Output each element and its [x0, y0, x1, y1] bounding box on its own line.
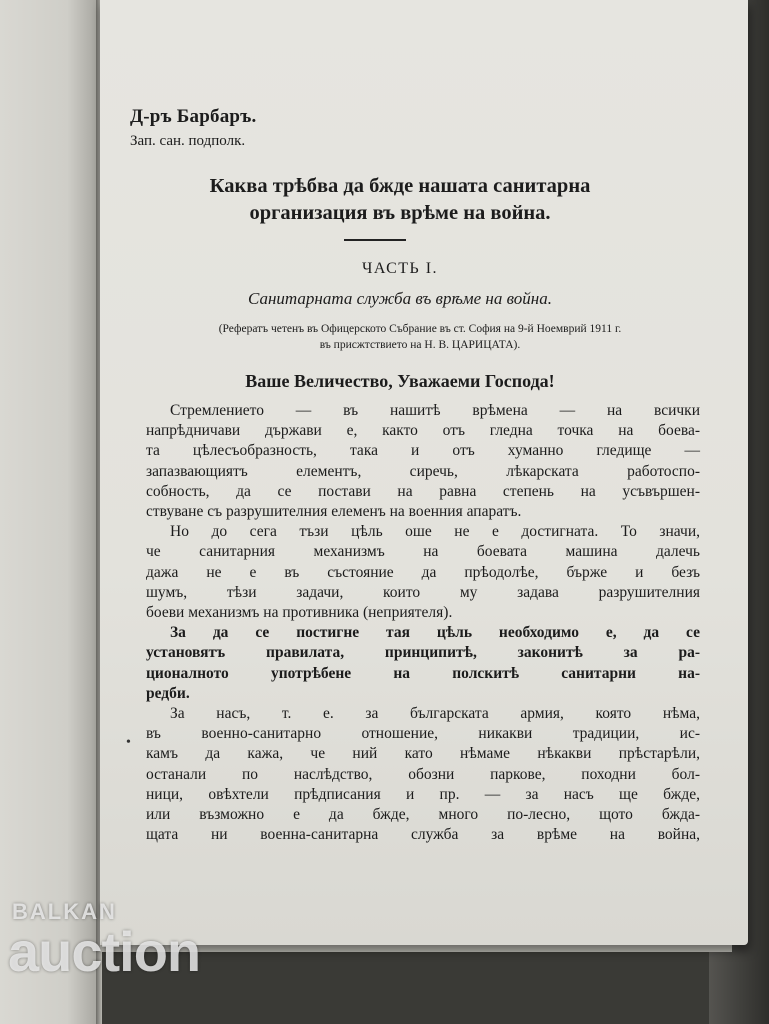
body-line: собность, да се постави на равна степень на усъвършен-: [146, 482, 700, 500]
left-page: [0, 0, 96, 1024]
body-line: щата ни военна-санитарна служба за врѣме на война,: [146, 826, 700, 844]
page-title: [100, 173, 700, 227]
author-rank: Зап. сан. подполк.: [130, 133, 246, 149]
title-line-2: организация въ врѣме на война.: [249, 202, 551, 224]
body-line: За насъ, т. е. за българската армия, която нѣма,: [170, 705, 700, 723]
part-heading: ЧАСТЬ I.: [361, 260, 439, 277]
title-line-1: Каква трѣбва да бжде нашата санитарна: [209, 175, 591, 197]
title-divider: [344, 239, 406, 241]
watermark-logo: [8, 899, 201, 983]
book-page: [100, 0, 748, 945]
body-line: останали по наслѣдство, обозни паркове, походни бол-: [146, 765, 700, 783]
note-line-1: (Рефератъ четенъ въ Офицерското Събрание въ ст. София на 9-й Ноемврий 1911 г.: [218, 323, 622, 335]
greeting-heading: Ваше Величество, Уважаеми Господа!: [245, 371, 555, 391]
lecture-note: [125, 321, 715, 353]
body-line: дажа не е въ състояние да прѣодолѣе, бърже и безъ: [146, 563, 700, 581]
body-line: напрѣдничави държави е, както отъ гледна точка на боева-: [146, 422, 700, 440]
body-line: запазвающиятъ елементъ, сиречь, лѣкарската работоспо-: [146, 462, 700, 480]
body-line: шумъ, тѣзи задачи, които му задава разрушителния: [146, 583, 700, 601]
author-name: Д-ръ Барбаръ.: [130, 106, 257, 127]
body-line: ствуване съ разрушителния елеменъ на военния апаратъ.: [146, 503, 522, 521]
body-line: че санитарния механизмъ на боевата машина далечь: [146, 543, 700, 561]
body-text: [146, 401, 700, 845]
body-line: боеви механизмъ на противника (неприятеля).: [146, 604, 453, 622]
watermark-top: BALKAN: [12, 899, 117, 924]
body-line: та цѣлесъобразность, така и отъ хуманно гледище —: [146, 442, 700, 460]
note-line-2: въ присжтствието на Н. В. ЦАРИЦАТА).: [319, 339, 521, 351]
body-line: редби.: [146, 684, 190, 702]
section-subtitle: Санитарната служба въ врѣме на война.: [248, 289, 552, 308]
margin-mark: •: [126, 735, 131, 750]
watermark-bottom: auction: [8, 920, 201, 983]
body-line: въ военно-санитарно отношение, никакви традиции, ис-: [146, 725, 700, 743]
body-line: За да се постигне тая цѣль необходимо е, да се: [170, 624, 700, 642]
body-line: ници, овѣхтели прѣдписания и пр. — за насъ ще бжде,: [146, 785, 700, 803]
body-line: Но до сега тъзи цѣль оше не е достигната. То значи,: [170, 523, 700, 541]
body-line: установятъ правилата, принципитѣ, законитѣ за ра-: [146, 644, 700, 662]
body-line: или възможно е да бжде, много по-лесно, щото бжда-: [146, 806, 700, 824]
body-line: Стремлението — въ нашитѣ врѣмена — на всички: [170, 402, 700, 419]
body-line: камъ да кажа, че ний като нѣмаме нѣкакви прѣстарѣли,: [146, 745, 700, 763]
body-line: ционалното употрѣбене на полскитѣ санитарни на-: [146, 664, 700, 682]
